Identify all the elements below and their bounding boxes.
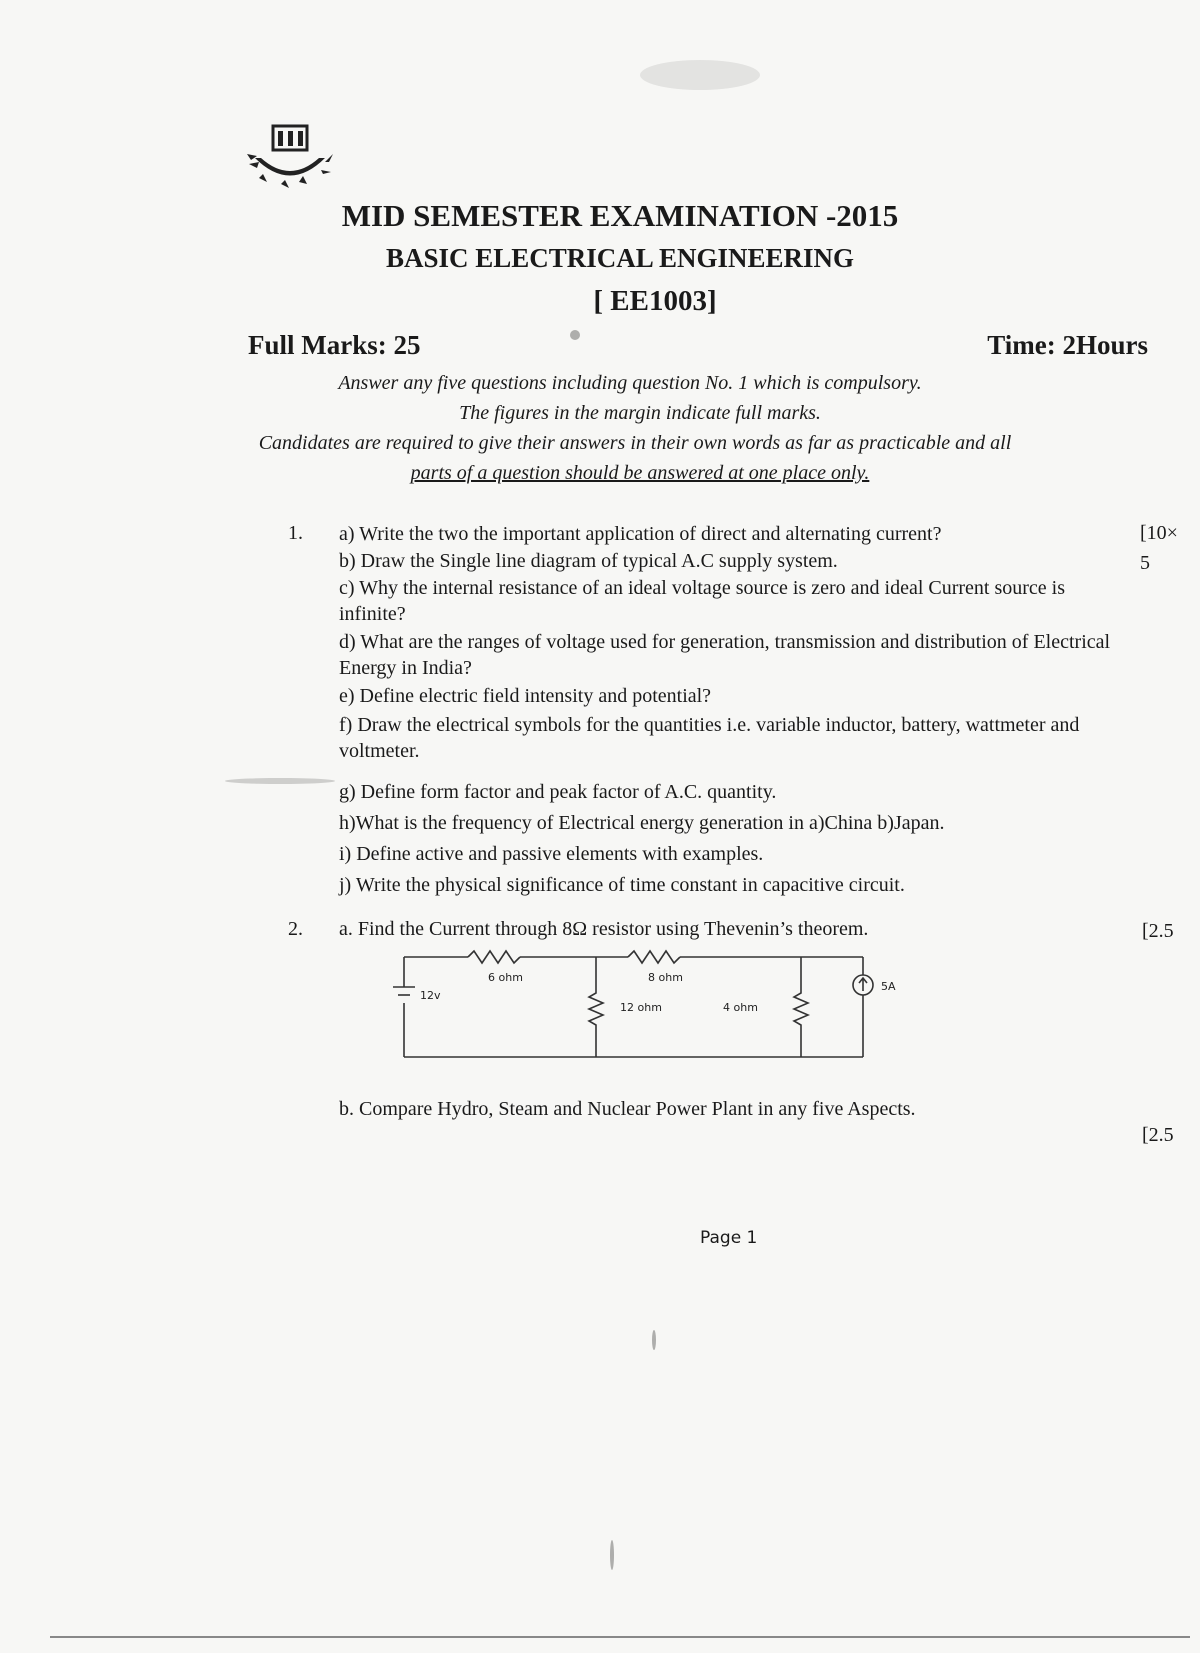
- instruction-line: Answer any five questions including question No. 1 which is compulsory.: [338, 372, 922, 394]
- question-number: 2.: [288, 918, 303, 940]
- question-item: b) Draw the Single line diagram of typical A.C supply system.: [339, 550, 838, 572]
- question-item: a) Write the two the important application of direct and alternating current?: [339, 523, 942, 545]
- question-item: g) Define form factor and peak factor of A.C. quantity.: [339, 781, 777, 803]
- resistor-label-4ohm: 4 ohm: [723, 1001, 758, 1014]
- question-marks: [2.5: [1142, 920, 1174, 942]
- subject-title: BASIC ELECTRICAL ENGINEERING: [385, 243, 855, 273]
- scan-speck: [610, 1540, 614, 1570]
- institute-logo-icon: [245, 118, 335, 188]
- question-item: e) Define electric field intensity and potential?: [339, 685, 712, 707]
- instruction-line: The figures in the margin indicate full marks.: [459, 402, 821, 424]
- question-item: b. Compare Hydro, Steam and Nuclear Power Plant in any five Aspects.: [339, 1098, 916, 1120]
- resistor-label-12ohm: 12 ohm: [620, 1001, 662, 1014]
- full-marks: Full Marks: 25: [248, 330, 421, 360]
- question-marks: [10×: [1140, 522, 1178, 544]
- question-marks: [2.5: [1142, 1124, 1174, 1146]
- circuit-diagram: [388, 945, 908, 1060]
- page-number: Page 1: [700, 1228, 758, 1248]
- question-item: f) Draw the electrical symbols for the quantities i.e. variable inductor, battery, wattmeter and voltmeter.: [339, 714, 1080, 762]
- course-code: [ EE1003]: [593, 285, 717, 317]
- question-item: d) What are the ranges of voltage used for generation, transmission and distribution of Electrical Energy in India?: [339, 631, 1111, 679]
- question-item: a. Find the Current through 8Ω resistor using Thevenin’s theorem.: [339, 918, 869, 940]
- question-item: j) Write the physical significance of time constant in capacitive circuit.: [339, 874, 905, 896]
- resistor-label-8ohm: 8 ohm: [648, 971, 683, 984]
- scan-smudge: [640, 60, 760, 90]
- exam-title: MID SEMESTER EXAMINATION -2015: [341, 198, 899, 233]
- question-item: c) Why the internal resistance of an ideal voltage source is zero and ideal Current source is infinite?: [339, 577, 1066, 625]
- scan-edge-line: [50, 1636, 1190, 1638]
- instruction-line: parts of a question should be answered at one place only.: [410, 462, 870, 484]
- scan-smudge: [225, 778, 335, 784]
- scan-speck: [570, 330, 580, 340]
- time-allowed: Time: 2Hours: [987, 330, 1148, 360]
- resistor-label-6ohm: 6 ohm: [488, 971, 523, 984]
- scan-speck: [652, 1330, 656, 1350]
- instruction-line: Candidates are required to give their answers in their own words as far as practicable and all: [258, 432, 1012, 454]
- question-marks: 5: [1140, 552, 1150, 574]
- voltage-source-label: 12v: [420, 989, 441, 1002]
- current-source-label: 5A: [881, 980, 896, 993]
- question-item: i) Define active and passive elements with examples.: [339, 843, 764, 865]
- question-item: h)What is the frequency of Electrical energy generation in a)China b)Japan.: [339, 812, 945, 834]
- question-number: 1.: [288, 522, 303, 544]
